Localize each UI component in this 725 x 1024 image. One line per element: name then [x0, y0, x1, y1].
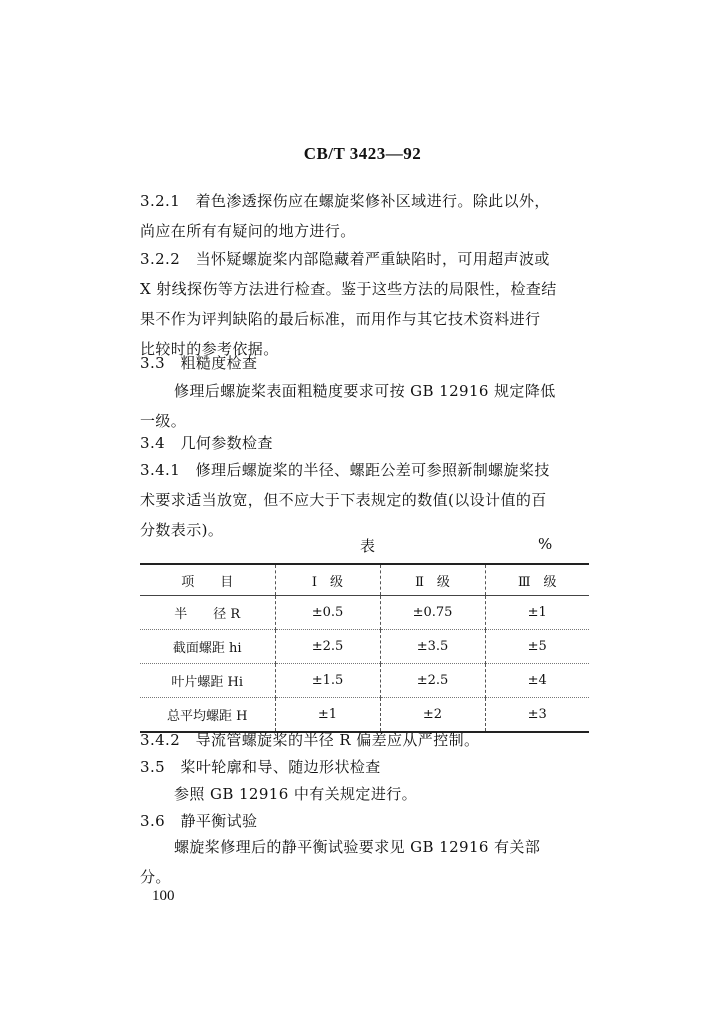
table-cell: ±5: [485, 630, 589, 664]
section-heading: 3.3 粗糙度检查: [140, 354, 258, 372]
section-3-5-heading: [140, 752, 381, 782]
column-header: Ⅱ 级: [380, 564, 485, 596]
text-line: X 射线探伤等方法进行检查。鉴于这些方法的局限性，检查结: [140, 280, 557, 298]
section-3-2-1: [140, 186, 550, 246]
text-line: 分。: [140, 868, 171, 886]
section-3-3-heading: [140, 348, 257, 378]
text-line: 一级。: [140, 412, 187, 430]
text-line: 果不作为评判缺陷的最后标准，而用作与其它技术资料进行: [140, 310, 541, 328]
column-header: Ⅲ 级: [485, 564, 589, 596]
table-cell: 叶片螺距 Hi: [140, 664, 275, 698]
table-cell: ±2: [380, 698, 485, 733]
table-cell: 半 径 R: [140, 596, 275, 630]
section-3-3-body: [140, 376, 556, 436]
text-line: 3.2.1 着色渗透探伤应在螺旋桨修补区域进行。除此以外，: [140, 192, 550, 210]
section-3-4-2: [140, 725, 479, 755]
table-cell: ±4: [485, 664, 589, 698]
table-cell: ±2.5: [380, 664, 485, 698]
section-heading: 3.6 静平衡试验: [140, 812, 258, 830]
page-number: 100: [152, 888, 175, 904]
section-3-4-1: [140, 455, 550, 545]
text-line: 分数表示)。: [140, 521, 224, 539]
section-heading: 3.5 桨叶轮廓和导、随边形状检查: [140, 758, 381, 776]
text-line: 尚应在所有有疑问的地方进行。: [140, 222, 356, 240]
tolerance-table: [140, 563, 589, 733]
text-line: 3.4.2 导流管螺旋桨的半径 R 偏差应从严控制。: [140, 731, 480, 749]
table-cell: ±0.75: [380, 596, 485, 630]
table-cell: 总平均螺距 H: [140, 698, 275, 733]
table-cell: ±3: [485, 698, 589, 733]
section-3-6-body: [140, 832, 540, 892]
table-header-row: [140, 564, 589, 596]
table-cell: ±3.5: [380, 630, 485, 664]
text-line: 3.4.1 修理后螺旋桨的半径、螺距公差可参照新制螺旋桨技: [140, 461, 550, 479]
table-row: [140, 664, 589, 698]
text-line: 术要求适当放宽，但不应大于下表规定的数值(以设计值的百: [140, 491, 547, 509]
section-3-4-heading: [140, 428, 273, 458]
column-header: Ⅰ 级: [275, 564, 380, 596]
table-row: [140, 596, 589, 630]
section-3-5-body: [140, 779, 417, 809]
table-caption: 表: [360, 537, 376, 555]
table-cell: ±0.5: [275, 596, 380, 630]
document-code-header: CB/T 3423—92: [303, 144, 422, 163]
table-cell: 截面螺距 hi: [140, 630, 275, 664]
column-header: 项 目: [140, 564, 275, 596]
section-heading: 3.4 几何参数检查: [140, 434, 273, 452]
table-unit: %: [538, 535, 553, 553]
text-line: 螺旋桨修理后的静平衡试验要求见 GB 12916 有关部: [174, 838, 541, 856]
table-cell: ±2.5: [275, 630, 380, 664]
text-line: 3.2.2 当怀疑螺旋桨内部隐藏着严重缺陷时，可用超声波或: [140, 250, 550, 268]
text-line: 参照 GB 12916 中有关规定进行。: [174, 785, 418, 803]
table-cell: ±1: [275, 698, 380, 733]
table-row: [140, 630, 589, 664]
text-line: 修理后螺旋桨表面粗糙度要求可按 GB 12916 规定降低: [174, 382, 556, 400]
section-3-2-2: [140, 244, 557, 364]
table-cell: ±1.5: [275, 664, 380, 698]
table-cell: ±1: [485, 596, 589, 630]
text-line: 比较时的参考依据。: [140, 340, 279, 358]
